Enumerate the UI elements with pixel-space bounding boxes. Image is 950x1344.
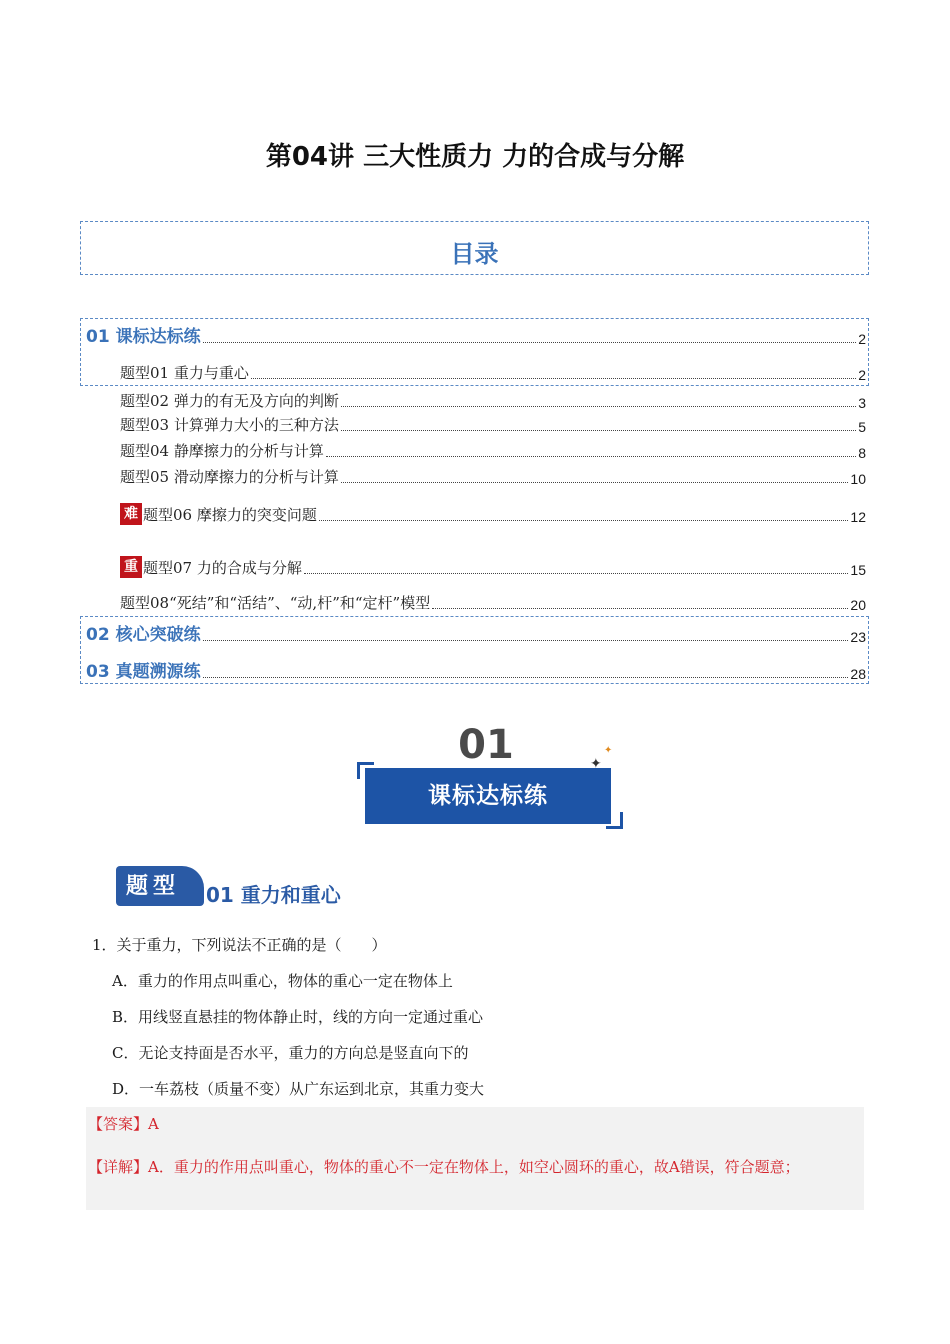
toc-page-number: 8 xyxy=(858,445,866,461)
toc-leader xyxy=(203,341,857,343)
option-b: B．用线竖直悬挂的物体静止时，线的方向一定通过重心 xyxy=(112,1008,484,1026)
toc-entry-label: 题型03 计算弹力大小的三种方法 xyxy=(120,416,339,434)
toc-entry-03[interactable] xyxy=(86,657,866,682)
difficulty-tag: 难 xyxy=(120,503,142,525)
toc-entry-label: 题型04 静摩擦力的分析与计算 xyxy=(120,442,324,460)
toc-leader xyxy=(326,455,856,457)
toc-entry-label: 02 核心突破练 xyxy=(86,625,201,645)
toc-page-number: 3 xyxy=(858,395,866,411)
sparkle-icon: ✦ xyxy=(604,745,613,756)
toc-entry-label: 题型06 摩擦力的突变问题 xyxy=(143,506,317,524)
toc-entry-label: 03 真题溯源练 xyxy=(86,662,201,682)
toc-leader xyxy=(341,405,856,407)
toc-leader xyxy=(203,676,849,678)
explanation-text: 【详解】A．重力的作用点叫重心，物体的重心不一定在物体上，如空心圆环的重心，故A错误，符合题意； xyxy=(88,1158,800,1176)
toc-entry-label: 01 课标达标练 xyxy=(86,327,201,347)
toc-page-number: 12 xyxy=(850,509,866,525)
question-stem: 1．关于重力，下列说法不正确的是（ ） xyxy=(92,936,387,954)
toc-page-number: 2 xyxy=(858,331,866,347)
toc-entry-label: 题型07 力的合成与分解 xyxy=(143,559,302,577)
toc-page-number: 20 xyxy=(850,597,866,613)
question-type-badge: 题型 xyxy=(116,866,204,906)
toc-entry-label: 题型05 滑动摩擦力的分析与计算 xyxy=(120,468,339,486)
toc-page-number: 28 xyxy=(850,666,866,682)
toc-entry-01[interactable] xyxy=(86,322,866,347)
question-type-title: 01 重力和重心 xyxy=(206,883,341,907)
toc-entry-label: 题型02 弹力的有无及方向的判断 xyxy=(120,392,339,410)
toc-entry-type08[interactable] xyxy=(120,592,866,613)
toc-page-number: 2 xyxy=(858,367,866,383)
toc-entry-type02[interactable] xyxy=(120,390,866,411)
document-title: 第04讲 三大性质力 力的合成与分解 xyxy=(265,142,685,172)
banner-corner-bracket xyxy=(606,812,623,829)
toc-entry-label: 题型01 重力与重心 xyxy=(120,364,249,382)
toc-leader xyxy=(432,607,848,609)
toc-heading: 目录 xyxy=(450,240,499,268)
answer-line: 【答案】A xyxy=(88,1115,159,1133)
sparkle-icon: ✦ xyxy=(590,756,602,772)
toc-leader xyxy=(319,519,849,521)
toc-entry-type06[interactable] xyxy=(120,503,866,525)
option-c: C．无论支持面是否水平，重力的方向总是竖直向下的 xyxy=(112,1044,469,1062)
toc-page-number: 5 xyxy=(858,419,866,435)
option-d: D．一车荔枝（质量不变）从广东运到北京，其重力变大 xyxy=(112,1080,485,1098)
toc-leader xyxy=(304,572,849,574)
key-point-tag: 重 xyxy=(120,556,142,578)
toc-entry-type07[interactable] xyxy=(120,556,866,578)
toc-leader xyxy=(251,377,856,379)
toc-entry-02[interactable] xyxy=(86,620,866,645)
toc-entry-type03[interactable] xyxy=(120,414,866,435)
toc-entry-label: 题型08“死结”和“活结”、“动,杆”和“定杆”模型 xyxy=(120,594,431,612)
toc-page-number: 10 xyxy=(850,471,866,487)
toc-leader xyxy=(203,639,849,641)
toc-leader xyxy=(341,481,849,483)
section-banner-label: 课标达标练 xyxy=(365,768,611,824)
toc-entry-type01[interactable] xyxy=(120,362,866,383)
toc-entry-type04[interactable] xyxy=(120,440,866,461)
toc-leader xyxy=(341,429,856,431)
toc-entry-type05[interactable] xyxy=(120,466,866,487)
toc-page-number: 23 xyxy=(850,629,866,645)
option-a: A．重力的作用点叫重心，物体的重心一定在物体上 xyxy=(112,972,453,990)
toc-page-number: 15 xyxy=(850,562,866,578)
section-banner-number: 01 xyxy=(458,722,514,768)
